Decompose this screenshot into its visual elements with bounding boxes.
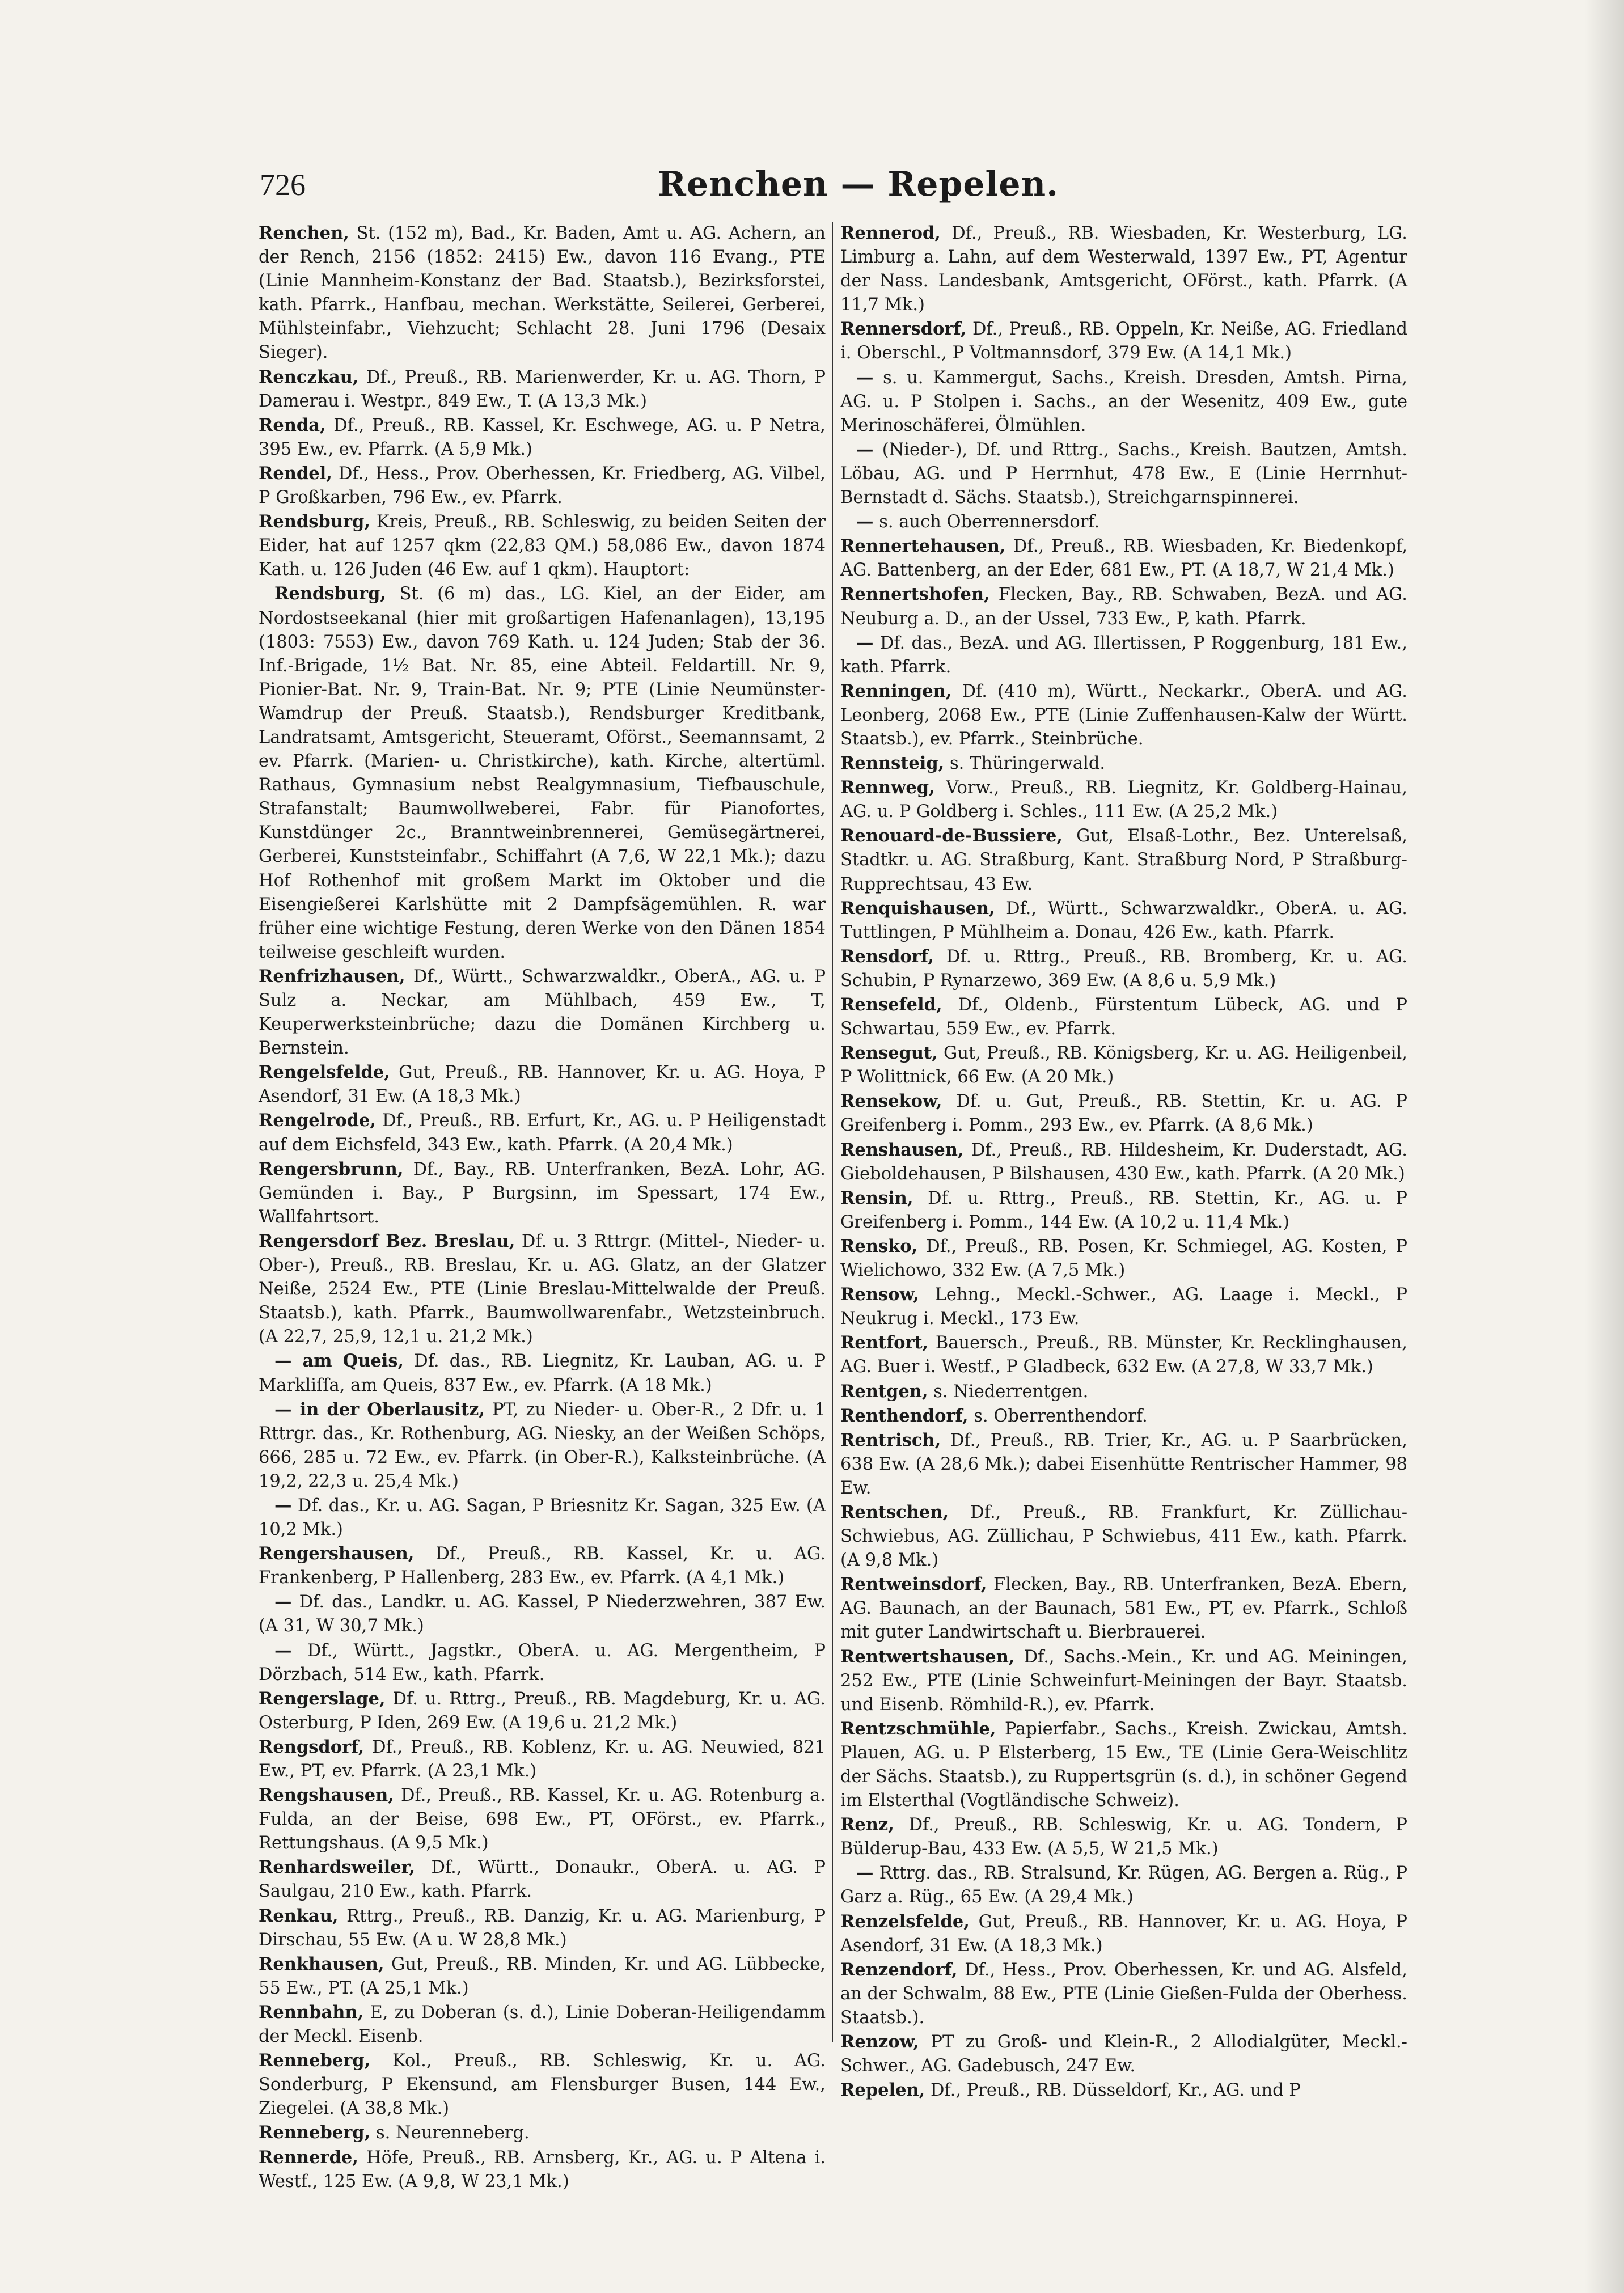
entry-text: Flecken, Bay., RB. Schwaben, BezA. und AG. Neuburg a. D., an der Ussel, 733 Ew., P, kath. Pfarrk.: [840, 585, 1407, 629]
entry-text: Df., Preuß., RB. Schleswig, Kr. u. AG. Tondern, P Bülderup-Bau, 433 Ew. (A 5,5, W 21,5 Mk.): [840, 1815, 1407, 1859]
gazetteer-entry: [259, 1952, 826, 2000]
entry-headword: —: [856, 511, 874, 532]
entry-text: Df., Bay., RB. Unterfranken, BezA. Lohr, AG. Gemünden i. Bay., P Burgsinn, im Spessart, 174 Ew., Wallfahrtsort.: [259, 1159, 826, 1227]
gazetteer-entry: [840, 679, 1407, 751]
entry-text: Df., Württ., Jagstkr., OberA. u. AG. Mergentheim, P Dörzbach, 514 Ew., kath. Pfarrk.: [259, 1640, 826, 1685]
entry-text: Gut, Preuß., RB. Königsberg, Kr. u. AG. Heiligenbeil, P Wolittnick, 66 Ew. (A 20 Mk.): [840, 1043, 1407, 1088]
gazetteer-entry: [259, 413, 826, 462]
entry-headword: Rennsteig,: [840, 753, 945, 774]
gazetteer-entry: [840, 1717, 1407, 1813]
entry-headword: Rensdorf,: [840, 946, 934, 967]
entry-headword: Renda,: [259, 414, 326, 435]
entry-text: St. (6 m) das., LG. Kiel, an der Eider, am Nordostseekanal (hier mit großartigen Hafenanlagen), 13,195 (1803: 7553) Ew., davon 769 Kath. u. 124 Juden; Stab der 36. Inf.-Brigade, 1½ Bat. Nr. 85, eine Abteil. Feldartill. Nr. 9, Pionier-Bat. Nr. 9, Train-Bat. Nr. 9; PTE (Linie Neumünster-Wamdrup der Preuß. Staatsb.), Rendsburger Kreditbank, Landratsamt, Amtsgericht, Steueramt, Oförst., Seemannsamt, 2 ev. Pfarrk. (Marien- u. Christkirche), kath. Kirche, altertüml. Rathaus, Gymnasium nebst Realgymnasium, Tiefbauschule, Strafanstalt; Baumwollweberei, Fabr. für Pianofortes, Kunstdünger 2c., Branntweinbrennerei, Gemüsegärtnerei, Gerberei, Kunststeinfabr., Schiffahrt (A 7,6, W 22,1 Mk.); dazu Hof Rothenhof mit großem Markt im Oktober und die Eisengießerei Karlshütte mit 2 Dampfsägemühlen. R. war früher eine wichtige Festung, deren Werke von den Dänen 1854 teilweise geschleift wurden.: [259, 584, 826, 962]
gazetteer-entry: [259, 2000, 826, 2049]
entry-headword: Rendsburg,: [259, 511, 370, 532]
entry-text: Df., Hess., Prov. Oberhessen, Kr. Friedberg, AG. Vilbel, P Großkarben, 796 Ew., ev. Pfarrk.: [259, 463, 826, 508]
entry-headword: Renkhausen,: [259, 1953, 384, 1974]
entry-text: Df. das., BezA. und AG. Illertissen, P Roggenburg, 181 Ew., kath. Pfarrk.: [840, 633, 1407, 677]
entry-text: Df., Preuß., RB. Koblenz, Kr. u. AG. Neuwied, 821 Ew., PT, ev. Pfarrk. (A 23,1 Mk.): [259, 1737, 826, 1781]
entry-headword: Renkau,: [259, 1905, 339, 1926]
gazetteer-entry: [259, 1855, 826, 1903]
entry-headword: Renneberg,: [259, 2050, 371, 2071]
entry-headword: —: [856, 439, 874, 460]
entry-text: Rttrg. das., RB. Stralsund, Kr. Rügen, AG. Bergen a. Rüg., P Garz a. Rüg., 65 Ew. (A 29,4 Mk.): [840, 1863, 1407, 1907]
entry-text: Df., Preuß., RB. Wiesbaden, Kr. Westerburg, LG. Limburg a. Lahn, auf dem Westerwald, 1397 Ew., PT, Agentur der Nass. Landesbank, Amtsgericht, OFörst., kath. Pfarrk. (A 11,7 Mk.): [840, 223, 1407, 315]
gazetteer-entry: [840, 1500, 1407, 1572]
gazetteer-entry: [840, 1910, 1407, 1958]
gazetteer-entry: [259, 2049, 826, 2121]
entry-headword: Rennerod,: [840, 223, 941, 243]
entry-text: Df. (410 m), Württ., Neckarkr., OberA. und AG. Leonberg, 2068 Ew., PTE (Linie Zuffenhausen-Kalw der Württ. Staatsb.), ev. Pfarrk., Steinbrüche.: [840, 681, 1407, 749]
gazetteer-entry: [840, 824, 1407, 896]
gazetteer-entry: [840, 317, 1407, 365]
entry-headword: Rentfort,: [840, 1332, 929, 1353]
entry-headword: —: [274, 1640, 292, 1661]
gazetteer-entry: [840, 1404, 1407, 1428]
entry-headword: —: [856, 367, 874, 388]
page-edge-shadow: [1584, 0, 1624, 2293]
entry-text: Kol., Preuß., RB. Schleswig, Kr. u. AG. Sonderburg, P Ekensund, am Flensburger Busen, 144 Ew., Ziegelei. (A 38,8 Mk.): [259, 2051, 826, 2119]
left-column: [259, 221, 826, 2194]
column-divider: [832, 222, 833, 2042]
entry-headword: Rengersdorf Bez. Breslau,: [259, 1230, 515, 1251]
entry-headword: Renzelsfelde,: [840, 1911, 970, 1932]
entry-text: Rttrg., Preuß., RB. Danzig, Kr. u. AG. Marienburg, P Dirschau, 55 Ew. (A u. W 28,8 Mk.): [259, 1906, 826, 1950]
entry-headword: Rensko,: [840, 1236, 918, 1257]
entry-text: Papierfabr., Sachs., Kreish. Zwickau, Amtsh. Plauen, AG. u. P Elsterberg, 15 Ew., TE (Linie Gera-Weischlitz der Sächs. Staatsb.), zu Ruppertsgrün (s. d.), in schöner Gegend im Elsterthal (Vogtländische Schweiz).: [840, 1719, 1407, 1811]
entry-headword: Renz,: [840, 1814, 894, 1835]
entry-headword: Repelen,: [840, 2080, 925, 2101]
entry-text: Lehng., Meckl.-Schwer., AG. Laage i. Meckl., P Neukrug i. Meckl., 173 Ew.: [840, 1285, 1407, 1329]
gazetteer-entry: [840, 2078, 1407, 2102]
entry-text: s. auch Oberrennersdorf.: [873, 512, 1100, 532]
entry-headword: Renczkau,: [259, 366, 359, 387]
gazetteer-entry: [840, 1958, 1407, 2030]
gazetteer-entry: [840, 945, 1407, 993]
entry-headword: Rennbahn,: [259, 2002, 364, 2023]
entry-text: Df. das., RB. Liegnitz, Kr. Lauban, AG. u. P Markliſſa, am Queis, 837 Ew., ev. Pfarrk. (A 18 Mk.): [259, 1351, 826, 1395]
entry-headword: Rensegut,: [840, 1043, 938, 1064]
gazetteer-entry: [840, 1283, 1407, 1331]
entry-text: Df. das., Landkr. u. AG. Kassel, P Niederzwehren, 387 Ew. (A 31, W 30,7 Mk.): [259, 1592, 826, 1636]
gazetteer-entry: [259, 1349, 826, 1397]
gazetteer-entry: [259, 1060, 826, 1109]
entry-headword: Rennersdorf,: [840, 319, 967, 340]
entry-text: Flecken, Bay., RB. Unterfranken, BezA. Ebern, AG. Baunach, an der Baunach, 581 Ew., PT, ev. Pfarrk., Schloß mit guter Landwirtschaft u. Bierbrauerei.: [840, 1575, 1407, 1643]
gazetteer-entry: [840, 582, 1407, 631]
gazetteer-entry: [840, 776, 1407, 824]
right-column: [840, 221, 1407, 2102]
entry-text: s. Neurenneberg.: [370, 2123, 530, 2143]
gazetteer-entry: [840, 1572, 1407, 1644]
entry-headword: Rensin,: [840, 1187, 914, 1208]
gazetteer-entry: [840, 993, 1407, 1041]
entry-headword: Rengelsfelde,: [259, 1062, 390, 1083]
gazetteer-entry: [840, 1331, 1407, 1379]
entry-headword: Rentgen,: [840, 1381, 928, 1402]
entry-text: Df., Württ., Schwarzwaldkr., OberA. u. AG. Tuttlingen, P Mühlheim a. Donau, 426 Ew., kath. Pfarrk.: [840, 898, 1407, 942]
entry-text: Df., Württ., Schwarzwaldkr., OberA., AG. u. P Sulz a. Neckar, am Mühlbach, 459 Ew., T, Keuperwerksteinbrüche; dazu die Domänen Kirchberg u. Bernstein.: [259, 966, 826, 1059]
gazetteer-entry: [840, 1380, 1407, 1404]
gazetteer-entry: [840, 1186, 1407, 1234]
gazetteer-entry: [259, 365, 826, 413]
entry-headword: —: [274, 1495, 292, 1516]
running-head: Renchen — Repelen.: [658, 164, 1059, 204]
entry-headword: Rentzschmühle,: [840, 1718, 996, 1739]
entry-text: Df., Preuß., RB. Frankfurt, Kr. Züllichau-Schwiebus, AG. Züllichau, P Schwiebus, 411 Ew., kath. Pfarrk. (A 9,8 Mk.): [840, 1502, 1407, 1571]
gazetteer-entry: [259, 462, 826, 510]
entry-text: Kreis, Preuß., RB. Schleswig, zu beiden Seiten der Eider, hat auf 1257 qkm (22,83 QM.) 58,086 Ew., davon 1874 Kath. u. 126 Juden (46 Ew. auf 1 qkm). Hauptort:: [259, 512, 826, 580]
entry-text: Gut, Preuß., RB. Hannover, Kr. u. AG. Hoya, P Asendorf, 31 Ew. (A 18,3 Mk.): [840, 1911, 1407, 1956]
entry-headword: Renthendorf,: [840, 1405, 969, 1426]
entry-text: E, zu Doberan (s. d.), Linie Doberan-Heiligendamm der Meckl. Eisenb.: [259, 2002, 826, 2047]
gazetteer-entry: [840, 2030, 1407, 2078]
entry-headword: Renneberg,: [259, 2122, 371, 2143]
gazetteer-entry: [259, 1398, 826, 1494]
entry-headword: — in der Oberlausitz,: [274, 1399, 485, 1420]
gazetteer-entry: [259, 1783, 826, 1855]
entry-text: s. Niederrentgen.: [928, 1381, 1089, 1402]
entry-headword: Rensow,: [840, 1284, 919, 1305]
entry-text: s. u. Kammergut, Sachs., Kreish. Dresden, Amtsh. Pirna, AG. u. P Stolpen i. Sachs., an der Wesenitz, 409 Ew., gute Merinoschäferei, Ölmühlen.: [840, 367, 1407, 435]
entry-headword: Rensefeld,: [840, 995, 942, 1015]
entry-text: Df., Preuß., RB. Wiesbaden, Kr. Biedenkopf, AG. Battenberg, an der Eder, 681 Ew., PT. (A 18,7, W 21,4 Mk.): [840, 536, 1407, 581]
gazetteer-entry: [259, 1639, 826, 1687]
entry-text: Df., Preuß., RB. Posen, Kr. Schmiegel, AG. Kosten, P Wielichowo, 332 Ew. (A 7,5 Mk.): [840, 1236, 1407, 1281]
entry-headword: Rengsdorf,: [259, 1736, 365, 1757]
entry-headword: Rentwertshausen,: [840, 1646, 1015, 1667]
entry-headword: —: [856, 1863, 874, 1884]
entry-text: Df., Preuß., RB. Düsseldorf, Kr., AG. und P: [925, 2080, 1301, 2101]
entry-text: Gut, Elsaß-Lothr., Bez. Unterelsaß, Stadtkr. u. AG. Straßburg, Kant. Straßburg Nord, P Straßburg-Rupprechtsau, 43 Ew.: [840, 826, 1407, 894]
gazetteer-entry: [259, 1687, 826, 1735]
gazetteer-entry: [259, 2121, 826, 2145]
entry-headword: — am Queis,: [274, 1351, 404, 1372]
entry-text: Gut, Preuß., RB. Minden, Kr. und AG. Lübbecke, 55 Ew., PT. (A 25,1 Mk.): [259, 1954, 826, 1998]
gazetteer-entry: [840, 751, 1407, 776]
entry-headword: Rentweinsdorf,: [840, 1574, 987, 1595]
gazetteer-entry: [840, 1428, 1407, 1500]
entry-text: Df. u. Rttrg., Preuß., RB. Stettin, Kr., AG. u. P Greifenberg i. Pomm., 144 Ew. (A 10,2 u. 11,4 Mk.): [840, 1188, 1407, 1232]
entry-headword: —: [274, 1592, 292, 1613]
entry-text: Df., Oldenb., Fürstentum Lübeck, AG. und P Schwartau, 559 Ew., ev. Pfarrk.: [840, 995, 1407, 1039]
gazetteer-entry: [259, 1494, 826, 1542]
entry-text: Df. das., Kr. u. AG. Sagan, P Briesnitz Kr. Sagan, 325 Ew. (A 10,2 Mk.): [259, 1495, 826, 1540]
entry-text: (Nieder-), Df. und Rttrg., Sachs., Kreish. Bautzen, Amtsh. Löbau, AG. und P Herrnhut, 478 Ew., E (Linie Herrnhut-Bernstadt d. Sächs. Staatsb.), Streichgarnspinnerei.: [840, 439, 1407, 508]
gazetteer-entry: [259, 1109, 826, 1157]
entry-headword: —: [856, 632, 874, 653]
entry-text: Df., Preuß., RB. Hildesheim, Kr. Duderstadt, AG. Gieboldehausen, P Bilshausen, 430 Ew., kath. Pfarrk. (A 20 Mk.): [840, 1140, 1407, 1184]
gazetteer-entry: [259, 582, 826, 964]
entry-text: Df., Sachs.-Mein., Kr. und AG. Meiningen, 252 Ew., PTE (Linie Schweinfurt-Meiningen der Bayr. Staatsb. und Eisenb. Römhild-R.), ev. Pfarrk.: [840, 1647, 1407, 1715]
entry-headword: Renshausen,: [840, 1139, 964, 1160]
entry-text: St. (152 m), Bad., Kr. Baden, Amt u. AG. Achern, an der Rench, 2156 (1852: 2415) Ew., davon 116 Evang., PTE (Linie Mannheim-Konstanz der Bad. Staatsb.), Bezirksforstei, kath. Pfarrk., Hanfbau, mechan. Werkstätte, Seilerei, Gerberei, Mühlsteinfabr., Viehzucht; Schlacht 28. Juni 1796 (Desaix Sieger).: [259, 223, 826, 363]
entry-text: Df., Preuß., RB. Kassel, Kr. Eschwege, AG. u. P Netra, 395 Ew., ev. Pfarrk. (A 5,9 Mk.): [259, 415, 826, 459]
entry-headword: Rennertehausen,: [840, 536, 1006, 557]
gazetteer-entry: [840, 1089, 1407, 1137]
gazetteer-entry: [259, 1157, 826, 1229]
gazetteer-entry: [840, 1645, 1407, 1717]
entry-text: Df., Preuß., RB. Oppeln, Kr. Neiße, AG. Friedland i. Oberschl., P Voltmannsdorf, 379 Ew. (A 14,1 Mk.): [840, 319, 1407, 363]
entry-text: Df., Württ., Donaukr., OberA. u. AG. P Saulgau, 210 Ew., kath. Pfarrk.: [259, 1858, 826, 1902]
entry-headword: Rennerde,: [259, 2147, 358, 2168]
gazetteer-entry: [840, 366, 1407, 438]
gazetteer-entry: [840, 1138, 1407, 1186]
entry-text: Höfe, Preuß., RB. Arnsberg, Kr., AG. u. P Altena i. Westf., 125 Ew. (A 9,8, W 23,1 Mk.): [259, 2147, 826, 2192]
entry-headword: Renchen,: [259, 223, 349, 243]
gazetteer-entry: [840, 1861, 1407, 1909]
entry-text: Df., Preuß., RB. Marienwerder, Kr. u. AG. Thorn, P Damerau i. Westpr., 849 Ew., T. (A 13,3 Mk.): [259, 367, 826, 411]
gazetteer-entry: [840, 510, 1407, 534]
entry-headword: Rengershausen,: [259, 1543, 415, 1564]
gazetteer-entry: [840, 1234, 1407, 1283]
entry-headword: Renquishausen,: [840, 898, 995, 919]
entry-headword: Rensekow,: [840, 1091, 942, 1112]
entry-headword: Rengelrode,: [259, 1110, 377, 1131]
entry-headword: Renfrizhausen,: [259, 966, 405, 987]
gazetteer-entry: [840, 631, 1407, 679]
gazetteer-entry: [840, 221, 1407, 317]
entry-text: Df. u. Rttrg., Preuß., RB. Bromberg, Kr. u. AG. Schubin, P Rynarzewo, 369 Ew. (A 8,6 u. 5,9 Mk.): [840, 946, 1407, 991]
entry-text: Df., Preuß., RB. Kassel, Kr. u. AG. Frankenberg, P Hallenberg, 283 Ew., ev. Pfarrk. (A 4,1 Mk.): [259, 1544, 826, 1588]
entry-headword: Rennweg,: [840, 777, 935, 798]
entry-headword: Renningen,: [840, 680, 952, 701]
entry-headword: Rengerslage,: [259, 1688, 386, 1709]
entry-text: Df. u. 3 Rttrgr. (Mittel-, Nieder- u. Ober-), Preuß., RB. Breslau, Kr. u. AG. Glatz, an der Glatzer Neiße, 2524 Ew., PTE (Linie Breslau-Mittelwalde der Preuß. Staatsb.), kath. Pfarrk., Baumwollwarenfabr., Wetzsteinbruch. (A 22,7, 25,9, 12,1 u. 21,2 Mk.): [259, 1231, 826, 1347]
entry-text: Df., Preuß., RB. Kassel, Kr. u. AG. Rotenburg a. Fulda, an der Beise, 698 Ew., PT, OFörst., ev. Pfarrk., Rettungshaus. (A 9,5 Mk.): [259, 1786, 826, 1854]
gazetteer-entry: [840, 438, 1407, 510]
entry-headword: Renzendorf,: [840, 1959, 958, 1980]
gazetteer-entry: [259, 1735, 826, 1783]
entry-text: s. Thüringerwald.: [944, 754, 1106, 774]
entry-text: Df., Preuß., RB. Trier, Kr., AG. u. P Saarbrücken, 638 Ew. (A 28,6 Mk.); dabei Eisenhütte Rentrischer Hammer, 98 Ew.: [840, 1430, 1407, 1498]
entry-headword: Renzow,: [840, 2032, 919, 2053]
entry-text: Df., Preuß., RB. Erfurt, Kr., AG. u. P Heiligenstadt auf dem Eichsfeld, 343 Ew., kath. Pfarrk. (A 20,4 Mk.): [259, 1111, 826, 1155]
entry-headword: Rendsburg,: [274, 583, 386, 604]
gazetteer-entry: [259, 221, 826, 365]
entry-text: Gut, Preuß., RB. Hannover, Kr. u. AG. Hoya, P Asendorf, 31 Ew. (A 18,3 Mk.): [259, 1063, 826, 1107]
entry-text: Vorw., Preuß., RB. Liegnitz, Kr. Goldberg-Hainau, AG. u. P Goldberg i. Schles., 111 Ew. (A 25,2 Mk.): [840, 778, 1407, 822]
gazetteer-entry: [259, 2146, 826, 2194]
entry-text: s. Oberrenthendorf.: [968, 1406, 1148, 1426]
entry-headword: Rennertshofen,: [840, 584, 990, 605]
entry-headword: Rengersbrunn,: [259, 1158, 404, 1179]
gazetteer-entry: [259, 1590, 826, 1638]
entry-text: Df. u. Rttrg., Preuß., RB. Magdeburg, Kr. u. AG. Osterburg, P Iden, 269 Ew. (A 19,6 u. 21,2 Mk.): [259, 1689, 826, 1733]
entry-headword: Rengshausen,: [259, 1785, 394, 1806]
entry-headword: Renhardsweiler,: [259, 1857, 416, 1878]
gazetteer-entry: [259, 1542, 826, 1590]
entry-headword: Rendel,: [259, 463, 332, 484]
entry-text: Df., Hess., Prov. Oberhessen, Kr. und AG. Alsfeld, an der Schwalm, 88 Ew., PTE (Linie Gießen-Fulda der Oberhess. Staatsb.).: [840, 1960, 1407, 2028]
entry-text: Df. u. Gut, Preuß., RB. Stettin, Kr. u. AG. P Greifenberg i. Pomm., 293 Ew., ev. Pfarrk. (A 8,6 Mk.): [840, 1091, 1407, 1136]
entry-text: PT zu Groß- und Klein-R., 2 Allodialgüter, Meckl.-Schwer., AG. Gadebusch, 247 Ew.: [840, 2032, 1407, 2076]
gazetteer-entry: [840, 534, 1407, 582]
gazetteer-entry: [259, 1229, 826, 1349]
entry-text: PT, zu Nieder- u. Ober-R., 2 Dfr. u. 1 Rttrgr. das., Kr. Rothenburg, AG. Niesky, an der Weißen Schöps, 666, 285 u. 72 Ew., ev. Pfarrk. (in Ober-R.), Kalksteinbrüche. (A 19,2, 22,3 u. 25,4 Mk.): [259, 1399, 826, 1491]
gazetteer-entry: [259, 1904, 826, 1952]
gazetteer-entry: [840, 1041, 1407, 1089]
entry-headword: Rentrisch,: [840, 1429, 941, 1450]
entry-headword: Rentschen,: [840, 1501, 949, 1522]
gazetteer-entry: [840, 1813, 1407, 1861]
gazetteer-entry: [840, 896, 1407, 945]
gazetteer-entry: [259, 964, 826, 1060]
entry-text: Bauersch., Preuß., RB. Münster, Kr. Recklinghausen, AG. Buer i. Westf., P Gladbeck, 632 Ew. (A 27,8, W 33,7 Mk.): [840, 1333, 1407, 1377]
gazetteer-entry: [259, 510, 826, 582]
page-number: 726: [260, 168, 306, 202]
entry-headword: Renouard-de-Bussiere,: [840, 826, 1063, 847]
